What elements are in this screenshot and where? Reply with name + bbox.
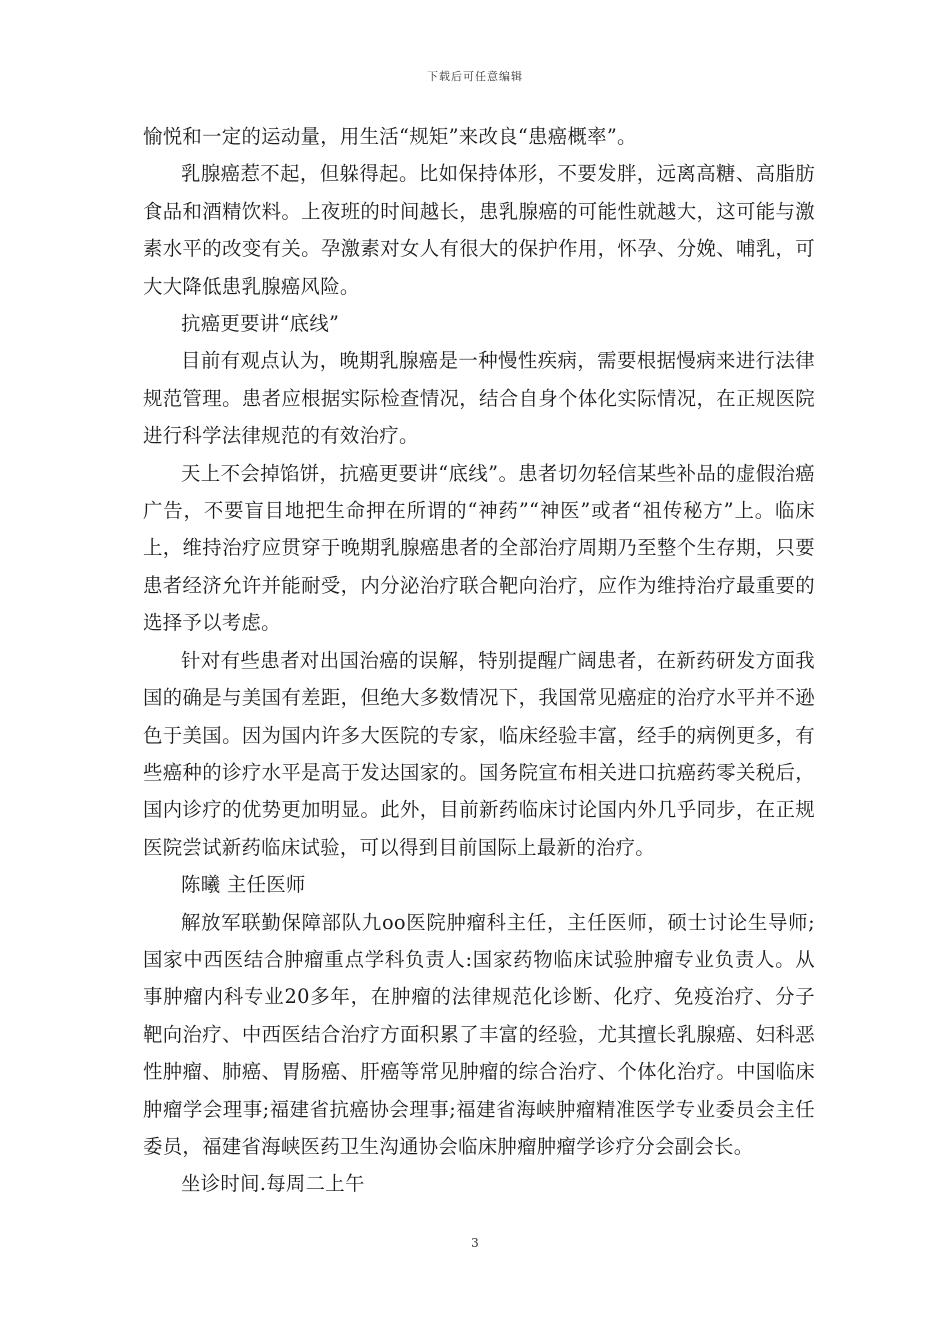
- paragraph-chronic-disease: 目前有观点认为，晚期乳腺癌是一种慢性疾病，需要根据慢病来进行法律规范管理。患者应根据实际检查情况，结合自身个体化实际情况，在正规医院进行科学法律规范的有效治疗。: [143, 349, 815, 448]
- doctor-biography: 解放军联勤保障部队九oo医院肿瘤科主任，主任医师，硕士讨论生导师;国家中西医结合肿瘤重点学科负责人:国家药物临床试验肿瘤专业负责人。从事肿瘤内科专业20多年，在肿瘤的法律规范化诊断、化疗、免疫治疗、分子靶向治疗、中西医结合治疗方面积累了丰富的经验，尤其擅长乳腺癌、妇科恶性肿瘤、肺癌、胃肠癌、肝癌等常见肿瘤的综合治疗、个体化治疗。中国临床肿瘤学会理事;福建省抗癌协会理事;福建省海峡肿瘤精准医学专业委员会主任委员，福建省海峡医药卫生沟通协会临床肿瘤肿瘤学诊疗分会副会长。: [143, 910, 815, 1158]
- document-body: [143, 118, 815, 1203]
- page-number: 3: [471, 1236, 479, 1250]
- page-header: 下载后可任意编辑: [427, 70, 523, 83]
- section-heading-bottom-line: 抗癌更要讲“底线”: [181, 312, 340, 336]
- paragraph-no-free-lunch: 天上不会掉馅饼，抗癌更要讲“底线”。患者切勿轻信某些补品的虚假治癌广告，不要盲目地把生命押在所谓的“神药”“神医”或者“祖传秘方”上。临床上，维持治疗应贯穿于晚期乳腺癌患者的全部治疗周期乃至整个生存期，只要患者经济允许并能耐受，内分泌治疗联合靶向治疗，应作为维持治疗最重要的选择予以考虑。: [143, 461, 815, 635]
- doctor-name-title: 陈曦 主任医师: [181, 873, 306, 897]
- paragraph-breast-cancer-prevention: 乳腺癌惹不起，但躲得起。比如保持体形，不要发胖，远离高糖、高脂肪食品和酒精饮料。上夜班的时间越长，患乳腺癌的可能性就越大，这可能与激素水平的改变有关。孕激素对女人有很大的保护作用，怀孕、分娩、哺乳，可大大降低患乳腺癌风险。: [143, 162, 815, 298]
- clinic-schedule: 坐诊时间.每周二上午: [181, 1172, 365, 1196]
- paragraph-overseas-treatment: 针对有些患者对出国治癌的误解，特别提醒广阔患者，在新药研发方面我国的确是与美国有差距，但绝大多数情况下，我国常见癌症的治疗水平并不逊色于美国。因为国内许多大医院的专家，临床经验丰富，经手的病例更多，有些癌种的诊疗水平是高于发达国家的。国务院宣布相关进口抗癌药零关税后，国内诊疗的优势更加明显。此外，目前新药临床讨论国内外几乎同步，在正规医院尝试新药临床试验，可以得到目前国际上最新的治疗。: [143, 648, 815, 859]
- paragraph-continuation: 愉悦和一定的运动量，用生活“规矩”来改良“患癌概率”。: [143, 125, 637, 148]
